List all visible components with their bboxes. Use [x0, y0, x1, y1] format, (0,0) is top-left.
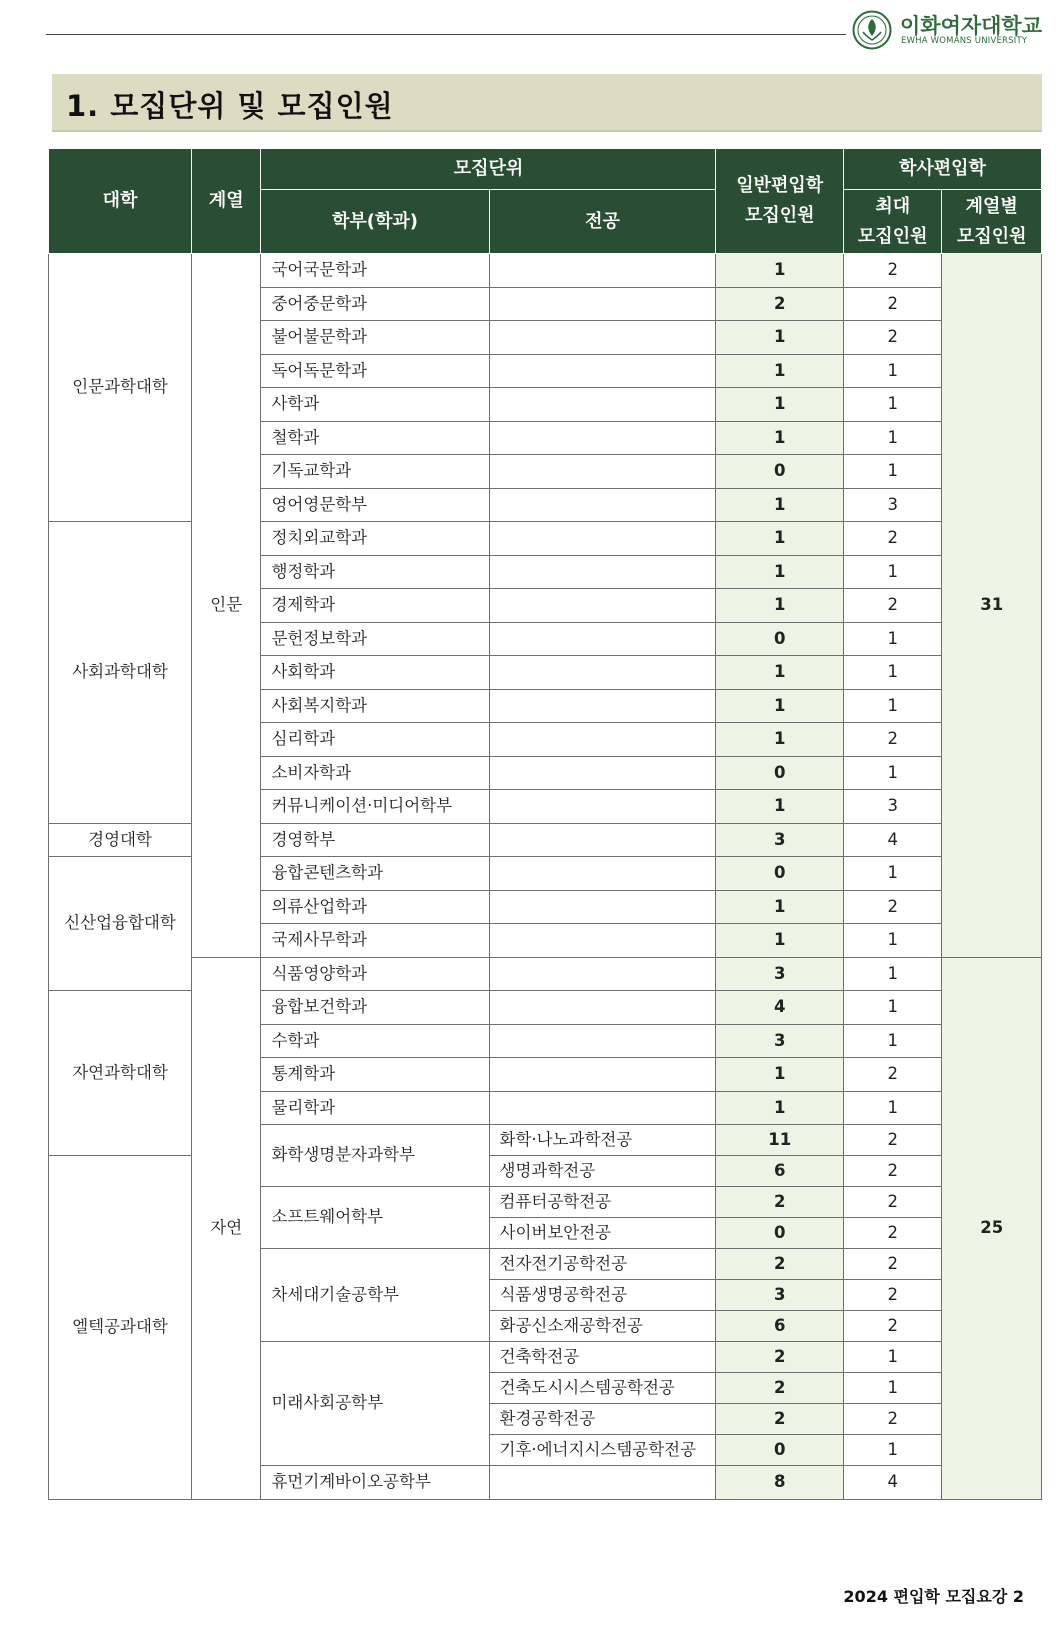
bachelor-max-cell: 1: [843, 857, 941, 891]
university-logo: [852, 8, 1042, 52]
dept-cell: 행정학과: [261, 555, 489, 589]
dept-cell: 통계학과: [261, 1058, 489, 1092]
major-cell: [489, 1058, 716, 1092]
bachelor-max-cell: 1: [843, 388, 941, 422]
general-count-cell: 0: [716, 1435, 843, 1466]
bachelor-max-cell: 1: [843, 924, 941, 958]
major-cell: [489, 689, 716, 723]
college-cell: 인문과학대학: [49, 254, 192, 522]
university-seal-icon: [852, 10, 892, 50]
bachelor-max-cell: 1: [843, 455, 941, 489]
major-cell: [489, 790, 716, 824]
category-total-cell: 25: [942, 957, 1042, 1499]
major-cell: [489, 723, 716, 757]
bachelor-max-cell: 1: [843, 354, 941, 388]
dept-cell: 영어영문학부: [261, 488, 489, 522]
major-cell: [489, 321, 716, 355]
major-cell: 컴퓨터공학전공: [489, 1187, 716, 1218]
major-cell: [489, 924, 716, 958]
header-general-line1: 일반편입학: [736, 175, 824, 196]
general-count-cell: 1: [716, 421, 843, 455]
general-count-cell: 3: [716, 823, 843, 857]
general-count-cell: 4: [716, 991, 843, 1025]
dept-cell: 물리학과: [261, 1091, 489, 1125]
general-count-cell: 0: [716, 1218, 843, 1249]
general-count-cell: 3: [716, 957, 843, 991]
major-cell: [489, 656, 716, 690]
bachelor-max-cell: 1: [843, 1435, 941, 1466]
bachelor-max-cell: 3: [843, 790, 941, 824]
dept-cell: 경영학부: [261, 823, 489, 857]
dept-cell: 심리학과: [261, 723, 489, 757]
header-bachelor: 학사편입학: [843, 149, 1041, 190]
major-cell: 식품생명공학전공: [489, 1280, 716, 1311]
general-count-cell: 1: [716, 790, 843, 824]
general-count-cell: 1: [716, 589, 843, 623]
major-cell: [489, 488, 716, 522]
bachelor-max-cell: 1: [843, 622, 941, 656]
header-major: 전공: [489, 190, 716, 254]
general-count-cell: 11: [716, 1125, 843, 1156]
general-count-cell: 1: [716, 689, 843, 723]
major-cell: 건축도시시스템공학전공: [489, 1373, 716, 1404]
major-cell: [489, 1024, 716, 1058]
general-count-cell: 1: [716, 522, 843, 556]
category-total-cell: 31: [942, 254, 1042, 958]
bachelor-max-cell: 2: [843, 254, 941, 288]
header-general: [716, 149, 843, 254]
bachelor-max-cell: 1: [843, 1373, 941, 1404]
dept-cell: 독어독문학과: [261, 354, 489, 388]
general-count-cell: 1: [716, 1091, 843, 1125]
major-cell: [489, 622, 716, 656]
bachelor-max-cell: 1: [843, 555, 941, 589]
major-cell: [489, 756, 716, 790]
recruitment-table: [48, 148, 1042, 1500]
header-category: 계열: [192, 149, 261, 254]
dept-cell: 소프트웨어학부: [261, 1187, 489, 1249]
bachelor-max-cell: 1: [843, 1342, 941, 1373]
header-college: 대학: [49, 149, 192, 254]
general-count-cell: 0: [716, 622, 843, 656]
bachelor-max-cell: 1: [843, 957, 941, 991]
bachelor-max-cell: 2: [843, 890, 941, 924]
bachelor-max-cell: 2: [843, 1249, 941, 1280]
bachelor-max-cell: 2: [843, 1058, 941, 1092]
bachelor-max-cell: 1: [843, 756, 941, 790]
section-title-bar: [52, 74, 1042, 132]
major-cell: 사이버보안전공: [489, 1218, 716, 1249]
general-count-cell: 0: [716, 857, 843, 891]
dept-cell: 식품영양학과: [261, 957, 489, 991]
dept-cell: 수학과: [261, 1024, 489, 1058]
college-cell: 사회과학대학: [49, 522, 192, 824]
header-bachelor-max-line2: 모집인원: [857, 225, 928, 247]
bachelor-max-cell: 2: [843, 1218, 941, 1249]
bachelor-max-cell: 1: [843, 991, 941, 1025]
dept-cell: 소비자학과: [261, 756, 489, 790]
major-cell: 전자전기공학전공: [489, 1249, 716, 1280]
dept-cell: 철학과: [261, 421, 489, 455]
college-cell: 경영대학: [49, 823, 192, 857]
university-name-korean: 이화여자대학교: [900, 14, 1043, 38]
major-cell: [489, 1091, 716, 1125]
general-count-cell: 1: [716, 555, 843, 589]
university-name-english: EWHA WOMANS UNIVERSITY: [901, 36, 1028, 46]
major-cell: [489, 589, 716, 623]
header-unit: 모집단위: [261, 149, 716, 190]
bachelor-max-cell: 2: [843, 1187, 941, 1218]
bachelor-max-cell: 1: [843, 1091, 941, 1125]
bachelor-max-cell: 2: [843, 1156, 941, 1187]
college-cell: 자연과학대학: [49, 991, 192, 1156]
dept-cell: 융합콘텐츠학과: [261, 857, 489, 891]
dept-cell: 커뮤니케이션·미디어학부: [261, 790, 489, 824]
general-count-cell: 2: [716, 1249, 843, 1280]
bachelor-max-cell: 4: [843, 823, 941, 857]
bachelor-max-cell: 4: [843, 1466, 941, 1500]
dept-cell: 사학과: [261, 388, 489, 422]
general-count-cell: 2: [716, 1342, 843, 1373]
general-count-cell: 6: [716, 1311, 843, 1342]
general-count-cell: 1: [716, 1058, 843, 1092]
dept-cell: 정치외교학과: [261, 522, 489, 556]
bachelor-max-cell: 3: [843, 488, 941, 522]
general-count-cell: 0: [716, 455, 843, 489]
header-dept: 학부(학과): [261, 190, 489, 254]
general-count-cell: 2: [716, 1404, 843, 1435]
general-count-cell: 1: [716, 488, 843, 522]
general-count-cell: 1: [716, 254, 843, 288]
dept-cell: 문헌정보학과: [261, 622, 489, 656]
section-title: 1. 모집단위 및 모집인원: [66, 89, 394, 123]
dept-cell: 차세대기술공학부: [261, 1249, 489, 1342]
dept-cell: 융합보건학과: [261, 991, 489, 1025]
dept-cell: 국제사무학과: [261, 924, 489, 958]
bachelor-max-cell: 2: [843, 321, 941, 355]
table-row: [49, 957, 1042, 991]
major-cell: [489, 254, 716, 288]
major-cell: 화공신소재공학전공: [489, 1311, 716, 1342]
dept-cell: 경제학과: [261, 589, 489, 623]
header-bachelor-category-line2: 모집인원: [956, 225, 1027, 247]
category-cell: 자연: [192, 957, 261, 1499]
major-cell: [489, 823, 716, 857]
bachelor-max-cell: 2: [843, 1311, 941, 1342]
general-count-cell: 2: [716, 1373, 843, 1404]
header-rule: [46, 34, 846, 35]
header-bachelor-max-line1: 최대: [875, 195, 911, 217]
dept-cell: 불어불문학과: [261, 321, 489, 355]
dept-cell: 중어중문학과: [261, 287, 489, 321]
table-body: [49, 254, 1042, 1500]
header-bachelor-category: [942, 190, 1042, 254]
bachelor-max-cell: 1: [843, 656, 941, 690]
header-general-line2: 모집인원: [744, 205, 815, 226]
general-count-cell: 2: [716, 287, 843, 321]
general-count-cell: 0: [716, 756, 843, 790]
major-cell: [489, 287, 716, 321]
bachelor-max-cell: 1: [843, 421, 941, 455]
major-cell: [489, 1466, 716, 1500]
bachelor-max-cell: 2: [843, 1404, 941, 1435]
major-cell: 환경공학전공: [489, 1404, 716, 1435]
major-cell: [489, 890, 716, 924]
major-cell: [489, 957, 716, 991]
general-count-cell: 1: [716, 723, 843, 757]
table-row: [49, 254, 1042, 288]
general-count-cell: 1: [716, 354, 843, 388]
major-cell: [489, 421, 716, 455]
major-cell: [489, 354, 716, 388]
major-cell: 기후·에너지시스템공학전공: [489, 1435, 716, 1466]
major-cell: [489, 991, 716, 1025]
major-cell: [489, 555, 716, 589]
college-cell: 엘텍공과대학: [49, 1156, 192, 1500]
major-cell: 건축학전공: [489, 1342, 716, 1373]
dept-cell: 국어국문학과: [261, 254, 489, 288]
dept-cell: 의류산업학과: [261, 890, 489, 924]
bachelor-max-cell: 2: [843, 1125, 941, 1156]
dept-cell: 휴먼기계바이오공학부: [261, 1466, 489, 1500]
bachelor-max-cell: 2: [843, 589, 941, 623]
major-cell: [489, 388, 716, 422]
general-count-cell: 8: [716, 1466, 843, 1500]
dept-cell: 기독교학과: [261, 455, 489, 489]
major-cell: [489, 522, 716, 556]
general-count-cell: 3: [716, 1280, 843, 1311]
general-count-cell: 1: [716, 656, 843, 690]
dept-cell: 사회복지학과: [261, 689, 489, 723]
bachelor-max-cell: 2: [843, 522, 941, 556]
general-count-cell: 3: [716, 1024, 843, 1058]
dept-cell: 미래사회공학부: [261, 1342, 489, 1466]
general-count-cell: 1: [716, 890, 843, 924]
bachelor-max-cell: 2: [843, 723, 941, 757]
general-count-cell: 1: [716, 321, 843, 355]
bachelor-max-cell: 1: [843, 689, 941, 723]
header-bachelor-max: [843, 190, 941, 254]
header-bachelor-category-line1: 계열별: [965, 195, 1018, 217]
bachelor-max-cell: 2: [843, 1280, 941, 1311]
category-cell: 인문: [192, 254, 261, 958]
general-count-cell: 6: [716, 1156, 843, 1187]
dept-cell: 사회학과: [261, 656, 489, 690]
general-count-cell: 2: [716, 1187, 843, 1218]
page-footer: 2024 편입학 모집요강 2: [843, 1587, 1024, 1606]
dept-cell: 화학생명분자과학부: [261, 1125, 489, 1187]
major-cell: [489, 455, 716, 489]
college-cell: 신산업융합대학: [49, 857, 192, 991]
general-count-cell: 1: [716, 924, 843, 958]
general-count-cell: 1: [716, 388, 843, 422]
major-cell: [489, 857, 716, 891]
bachelor-max-cell: 2: [843, 287, 941, 321]
major-cell: 화학·나노과학전공: [489, 1125, 716, 1156]
major-cell: 생명과학전공: [489, 1156, 716, 1187]
bachelor-max-cell: 1: [843, 1024, 941, 1058]
